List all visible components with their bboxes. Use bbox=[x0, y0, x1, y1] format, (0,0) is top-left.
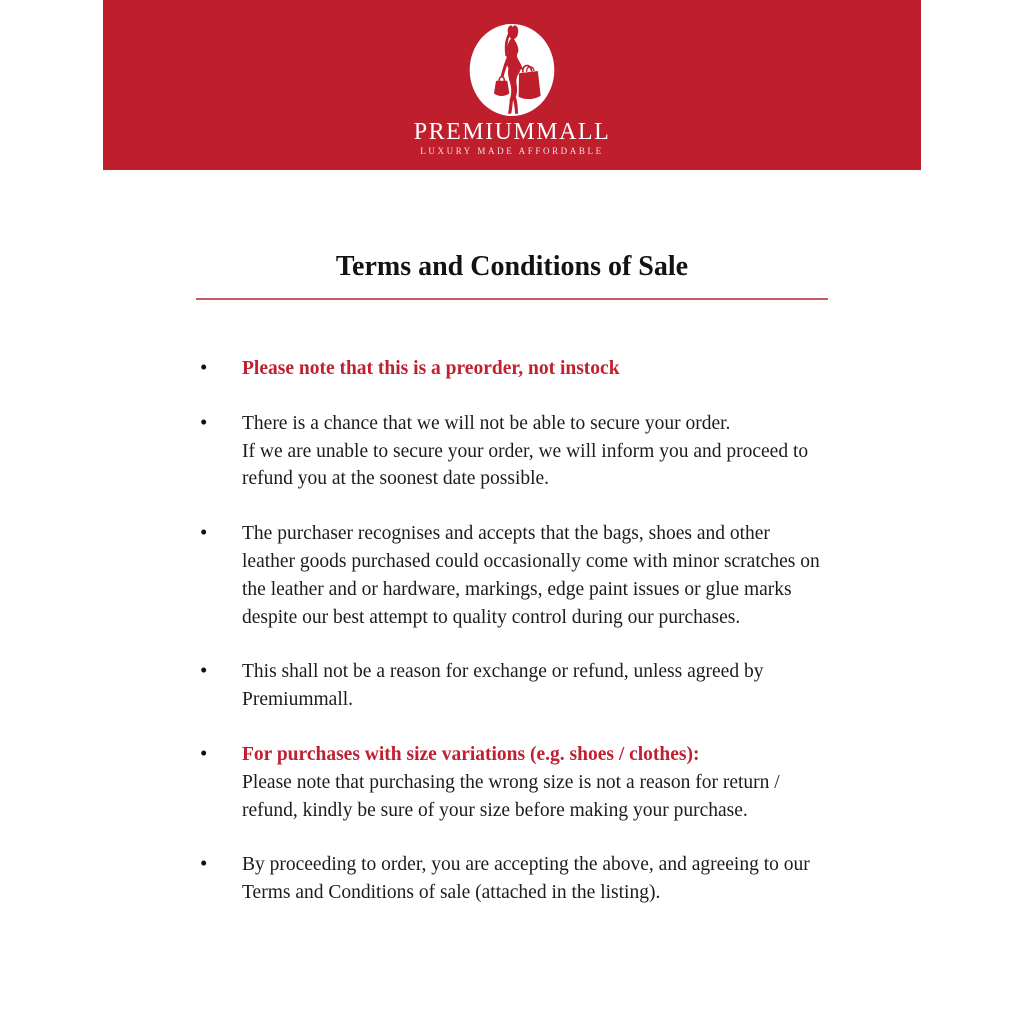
term-line: By proceeding to order, you are accepting the above, and agreeing to our bbox=[242, 854, 810, 876]
term-line: despite our best attempt to quality control during our purchases. bbox=[242, 606, 741, 628]
term-text-block bbox=[242, 355, 1024, 383]
term-item bbox=[0, 658, 1024, 714]
terms-list bbox=[0, 355, 1024, 934]
title-divider bbox=[196, 298, 828, 300]
term-item bbox=[0, 851, 1024, 907]
term-item bbox=[0, 520, 1024, 631]
term-item bbox=[0, 355, 1024, 383]
term-line: The purchaser recognises and accepts that the bags, shoes and other bbox=[242, 523, 770, 545]
bullet-icon: • bbox=[200, 409, 208, 434]
bullet-icon: • bbox=[200, 355, 208, 379]
woman-shopper-icon bbox=[465, 21, 559, 119]
term-text-block bbox=[242, 658, 1024, 714]
term-line: If we are unable to secure your order, we will inform you and proceed to bbox=[242, 440, 809, 462]
bullet-icon: • bbox=[200, 658, 208, 683]
brand-banner bbox=[103, 0, 921, 170]
term-line: Terms and Conditions of sale (attached in the listing). bbox=[242, 882, 661, 904]
term-line: leather goods purchased could occasionally come with minor scratches on bbox=[242, 550, 820, 572]
term-text-block bbox=[242, 410, 1024, 493]
term-line: refund, kindly be sure of your size before making your purchase. bbox=[242, 799, 748, 821]
term-line-emphasis: For purchases with size variations (e.g. shoes / clothes): bbox=[242, 743, 700, 765]
term-line: Premiummall. bbox=[242, 689, 354, 711]
term-line: Please note that purchasing the wrong size is not a reason for return / bbox=[242, 771, 780, 793]
brand-tagline: LUXURY MADE AFFORDABLE bbox=[420, 146, 604, 156]
term-item bbox=[0, 410, 1024, 493]
term-text-block bbox=[242, 741, 1024, 824]
term-line: refund you at the soonest date possible. bbox=[242, 468, 550, 490]
term-item bbox=[0, 741, 1024, 824]
brand-name: PREMIUMMALL bbox=[413, 119, 611, 145]
term-line: There is a chance that we will not be able to secure your order. bbox=[242, 412, 731, 434]
term-text-block bbox=[242, 851, 1024, 907]
term-line: the leather and or hardware, markings, edge paint issues or glue marks bbox=[242, 578, 792, 600]
bullet-icon: • bbox=[200, 520, 208, 545]
page-title: Terms and Conditions of Sale bbox=[335, 251, 689, 282]
term-line: This shall not be a reason for exchange or refund, unless agreed by bbox=[242, 661, 764, 683]
bullet-icon: • bbox=[200, 851, 208, 876]
term-line-emphasis: Please note that this is a preorder, not instock bbox=[242, 358, 620, 379]
term-text-block bbox=[242, 520, 1024, 631]
bullet-icon: • bbox=[200, 740, 208, 765]
